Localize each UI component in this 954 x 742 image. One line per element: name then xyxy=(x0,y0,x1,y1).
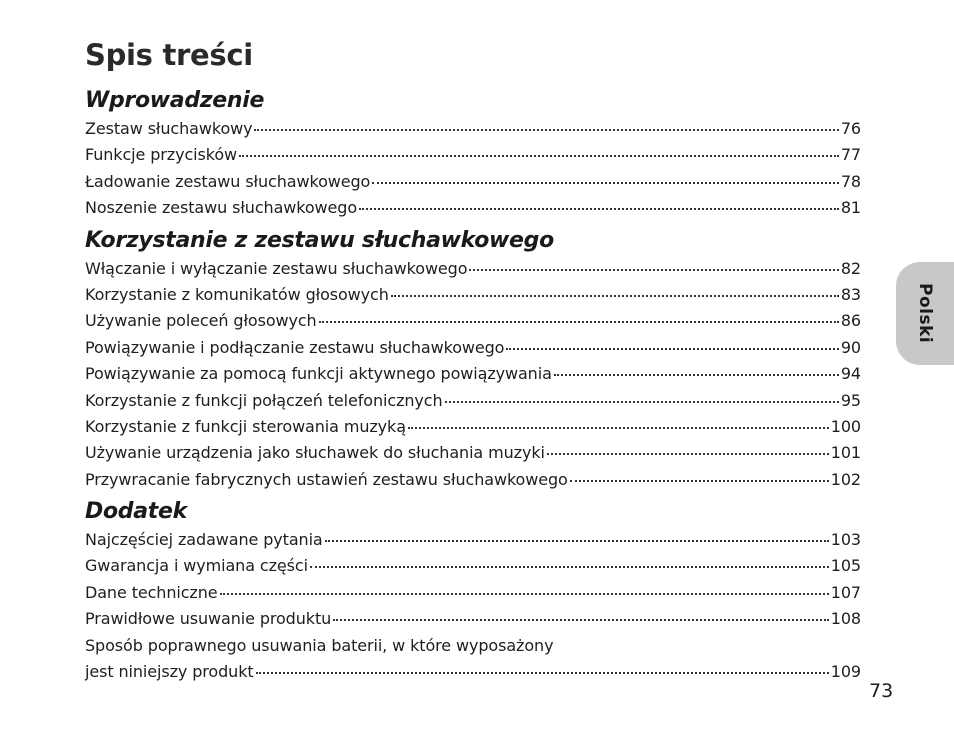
dot-leader xyxy=(408,426,829,429)
toc-entry[interactable] xyxy=(85,361,861,387)
dot-leader xyxy=(333,618,829,621)
side-tab-label: Polski xyxy=(915,283,935,344)
toc-entry[interactable] xyxy=(85,256,861,282)
toc-entry-page: 109 xyxy=(830,662,861,682)
toc-entry-label: Przywracanie fabrycznych ustawień zestawu słuchawkowego xyxy=(85,469,568,489)
dot-leader xyxy=(256,671,829,674)
toc-entry-page: 103 xyxy=(830,530,861,550)
toc-entry-label: Używanie urządzenia jako słuchawek do słuchania muzyki xyxy=(85,443,545,463)
dot-leader xyxy=(310,565,829,568)
toc-entry-label: Powiązywanie za pomocą funkcji aktywnego powiązywania xyxy=(85,364,552,384)
toc-entry[interactable] xyxy=(85,553,861,579)
toc-entry[interactable] xyxy=(85,527,861,553)
toc-entry[interactable] xyxy=(85,606,861,632)
dot-leader xyxy=(391,294,839,297)
toc-entry-multiline[interactable] xyxy=(85,633,861,686)
dot-leader xyxy=(239,154,839,157)
toc-entry-label: Powiązywanie i podłączanie zestawu słuchawkowego xyxy=(85,337,505,357)
toc-entry xyxy=(85,659,861,685)
toc-entry-page: 105 xyxy=(830,556,861,576)
toc-entry[interactable] xyxy=(85,414,861,440)
toc-entry[interactable] xyxy=(85,580,861,606)
dot-leader xyxy=(469,268,838,271)
dot-leader xyxy=(254,128,838,131)
toc-entry-label: jest niniejszy produkt xyxy=(85,662,254,682)
toc-entry-label: Używanie poleceń głosowych xyxy=(85,311,317,331)
toc-entry-label: Korzystanie z komunikatów głosowych xyxy=(85,284,389,304)
toc-entry-page: 95 xyxy=(840,390,861,410)
toc-entry[interactable] xyxy=(85,440,861,466)
toc-entry-label: Dane techniczne xyxy=(85,582,218,602)
toc-entry-label: Gwarancja i wymiana części xyxy=(85,556,308,576)
dot-leader xyxy=(372,181,839,184)
toc-entry-page: 108 xyxy=(830,609,861,629)
toc-entry[interactable] xyxy=(85,116,861,142)
toc-entry[interactable] xyxy=(85,142,861,168)
dot-leader xyxy=(445,400,839,403)
toc-entry-label: Prawidłowe usuwanie produktu xyxy=(85,609,332,629)
toc-entry[interactable] xyxy=(85,195,861,221)
toc-entry[interactable] xyxy=(85,169,861,195)
page-number: 73 xyxy=(869,680,894,702)
page-title: Spis treści xyxy=(85,38,253,72)
toc-entry[interactable] xyxy=(85,308,861,334)
toc-entry-page: 86 xyxy=(840,311,861,331)
dot-leader xyxy=(220,592,829,595)
toc-entry-label: Noszenie zestawu słuchawkowego xyxy=(85,198,358,218)
toc-entry-page: 83 xyxy=(840,284,861,304)
toc-entry-label: Zestaw słuchawkowy xyxy=(85,119,253,138)
dot-leader xyxy=(359,207,839,210)
toc-entry-page: 100 xyxy=(830,416,861,436)
dot-leader xyxy=(554,373,839,376)
table-of-contents xyxy=(85,86,861,685)
section-heading: Korzystanie z zestawu słuchawkowego xyxy=(85,227,554,253)
toc-entry-label: Najczęściej zadawane pytania xyxy=(85,530,323,550)
toc-entry-page: 107 xyxy=(830,582,861,602)
dot-leader xyxy=(319,320,839,323)
toc-entry-page: 81 xyxy=(840,198,861,218)
toc-entry-page: 82 xyxy=(840,258,861,278)
toc-entry-page: 102 xyxy=(830,469,861,489)
toc-entry-label: Korzystanie z funkcji połączeń telefonicznych xyxy=(85,390,443,410)
toc-entry[interactable] xyxy=(85,282,861,308)
dot-leader xyxy=(325,539,829,542)
dot-leader xyxy=(506,347,838,350)
toc-entry-label: Korzystanie z funkcji sterowania muzyką xyxy=(85,416,406,436)
toc-entry[interactable] xyxy=(85,388,861,414)
toc-entry-label: Włączanie i wyłączanie zestawu słuchawkowego xyxy=(85,258,468,278)
toc-entry-label-line1: Sposób poprawnego usuwania baterii, w które wyposażony xyxy=(85,635,554,655)
section-heading: Dodatek xyxy=(85,499,187,525)
toc-entry-page: 77 xyxy=(840,145,861,165)
toc-entry-label: Ładowanie zestawu słuchawkowego xyxy=(85,171,371,191)
toc-entry-page: 101 xyxy=(830,443,861,463)
language-side-tab xyxy=(896,262,954,365)
section-heading: Wprowadzenie xyxy=(85,88,265,113)
toc-entry-page: 78 xyxy=(840,171,861,191)
dot-leader xyxy=(570,479,829,482)
toc-entry-page: 94 xyxy=(840,364,861,384)
toc-entry[interactable] xyxy=(85,335,861,361)
toc-entry-page: 90 xyxy=(840,337,861,357)
toc-entry-page: 76 xyxy=(840,119,861,138)
toc-entry[interactable] xyxy=(85,467,861,493)
dot-leader xyxy=(547,452,829,455)
toc-entry-label: Funkcje przycisków xyxy=(85,145,237,165)
